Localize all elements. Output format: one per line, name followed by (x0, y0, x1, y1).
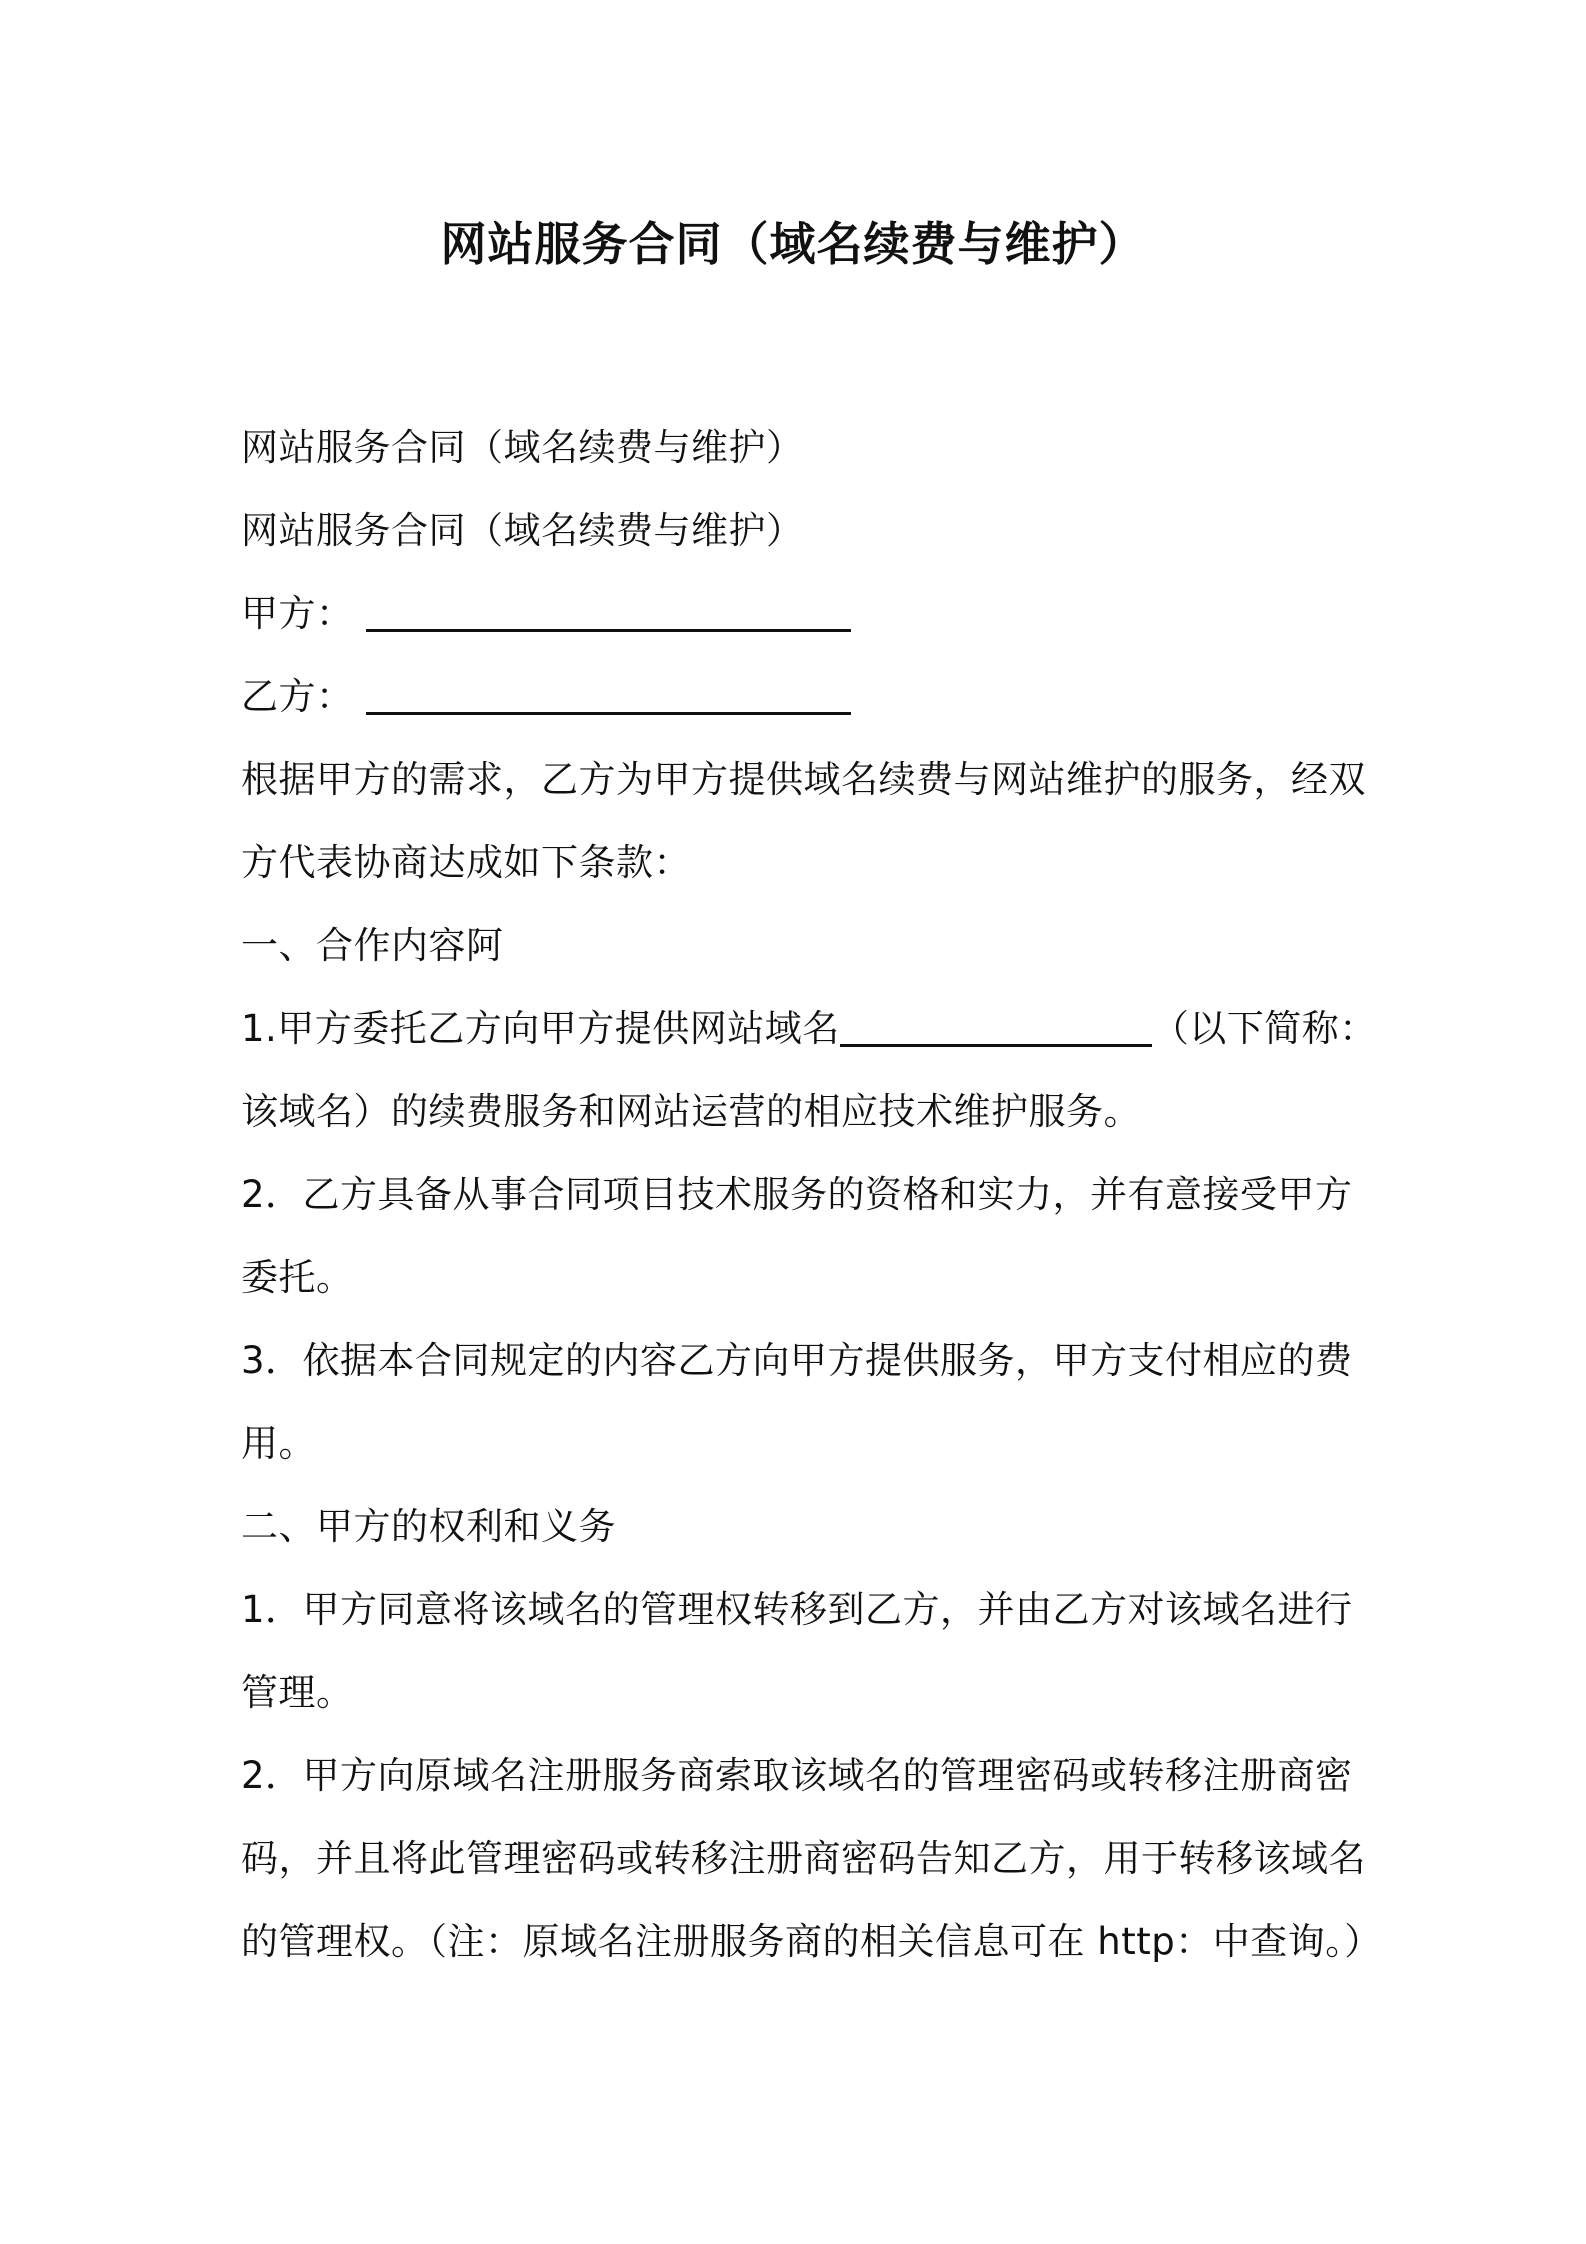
intro-line: 方代表协商达成如下条款： (241, 841, 691, 884)
subtitle-line: 网站服务合同（域名续费与维护） (241, 426, 804, 469)
party-a-blank (366, 589, 851, 632)
document-title: 网站服务合同（域名续费与维护） (440, 217, 1146, 271)
clause-line: 该域名）的续费服务和网站运营的相应技术维护服务。 (241, 1090, 1141, 1133)
clause-line: 管理。 (241, 1671, 354, 1714)
clause-line: 用。 (241, 1422, 316, 1465)
intro-line: 根据甲方的需求，乙方为甲方提供域名续费与网站维护的服务，经双 (241, 758, 1366, 801)
clause-line: 3．依据本合同规定的内容乙方向甲方提供服务，甲方支付相应的费 (241, 1339, 1353, 1382)
clause-text: 1.甲方委托乙方向甲方提供网站域名 (241, 1007, 840, 1050)
clause-text: （以下简称： (1151, 1007, 1377, 1050)
section-heading: 二、甲方的权利和义务 (241, 1505, 616, 1548)
subtitle-line: 网站服务合同（域名续费与维护） (241, 509, 804, 552)
clause-line: 码，并且将此管理密码或转移注册商密码告知乙方，用于转移该域名 (241, 1837, 1366, 1880)
clause-line: 委托。 (241, 1256, 354, 1299)
domain-blank (840, 1004, 1152, 1047)
party-b-line (241, 655, 1356, 738)
clause-line: 2．甲方向原域名注册服务商索取该域名的管理密码或转移注册商密 (241, 1754, 1353, 1797)
clause-line: 2．乙方具备从事合同项目技术服务的资格和实力，并有意接受甲方 (241, 1173, 1353, 1216)
section-heading: 一、合作内容阿 (241, 924, 504, 967)
clause-line: 1．甲方同意将该域名的管理权转移到乙方，并由乙方对该域名进行 (241, 1588, 1353, 1631)
clause-line (241, 987, 1377, 1070)
party-b-blank (366, 672, 851, 715)
party-a-label: 甲方： (241, 592, 354, 635)
document-body (241, 406, 1382, 1983)
clause-line: 的管理权。（注：原域名注册服务商的相关信息可在 http：中查询。） (241, 1920, 1382, 1963)
party-b-label: 乙方： (241, 675, 354, 718)
party-a-line (241, 572, 1356, 655)
